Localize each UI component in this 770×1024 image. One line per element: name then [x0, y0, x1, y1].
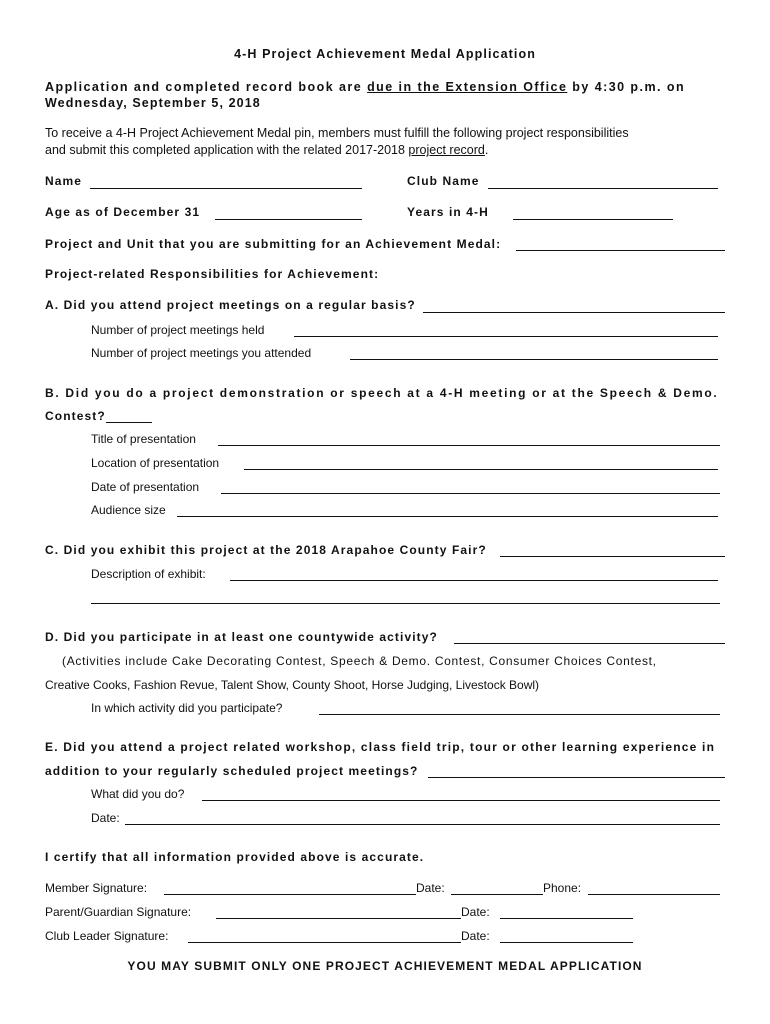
what-did-you-do-field[interactable] [202, 800, 720, 801]
question-c: C. Did you exhibit this project at the 2018 Arapahoe County Fair? [45, 543, 487, 557]
certification-statement: I certify that all information provided above is accurate. [45, 850, 425, 864]
member-phone-field[interactable] [588, 894, 720, 895]
member-signature-label: Member Signature: [45, 881, 148, 895]
leader-signature-field[interactable] [188, 942, 461, 943]
description-of-exhibit-label: Description of exhibit: [91, 567, 206, 581]
audience-size-label: Audience size [91, 503, 166, 517]
leader-date-field[interactable] [500, 942, 633, 943]
member-signature-field[interactable] [164, 894, 416, 895]
project-record-link: project record [408, 143, 485, 157]
question-b-line1: B. Did you do a project demonstration or speech at a 4-H meeting or at the Speech & Demo. [45, 386, 719, 400]
parent-date-field[interactable] [500, 918, 633, 919]
activities-list-line1: (Activities include Cake Decorating Contest, Speech & Demo. Contest, Consumer Choices Contest, [62, 654, 657, 668]
age-label: Age as of December 31 [45, 205, 201, 219]
parent-signature-label: Parent/Guardian Signature: [45, 905, 192, 919]
workshop-date-label: Date: [91, 811, 120, 825]
due-location: due in the Extension Office [367, 80, 568, 94]
intro-text-line2: and submit this completed application with the related 2017-2018 project record. [45, 143, 489, 157]
meetings-attended-field[interactable] [350, 359, 718, 360]
page-title: 4-H Project Achievement Medal Application [234, 47, 536, 61]
question-a: A. Did you attend project meetings on a regular basis? [45, 298, 416, 312]
name-field[interactable] [90, 188, 362, 189]
project-unit-field[interactable] [516, 250, 725, 251]
description-of-exhibit-field[interactable] [230, 580, 718, 581]
question-d: D. Did you participate in at least one countywide activity? [45, 630, 438, 644]
meetings-attended-label: Number of project meetings you attended [91, 346, 312, 360]
question-a-field[interactable] [423, 312, 725, 313]
leader-signature-label: Club Leader Signature: [45, 929, 169, 943]
due-notice: Application and completed record book are due in the Extension Office by 4:30 p.m. on [45, 80, 686, 94]
question-b-field[interactable] [106, 422, 152, 423]
name-label: Name [45, 174, 83, 188]
workshop-date-field[interactable] [125, 824, 720, 825]
meetings-held-field[interactable] [294, 336, 718, 337]
which-activity-field[interactable] [319, 714, 720, 715]
question-e-line1: E. Did you attend a project related workshop, class field trip, tour or other learning experience in [45, 740, 716, 754]
responsibilities-heading: Project-related Responsibilities for Achievement: [45, 267, 380, 281]
club-name-label: Club Name [407, 174, 480, 188]
member-date-label: Date: [416, 881, 445, 895]
title-of-presentation-label: Title of presentation [91, 432, 196, 446]
question-d-field[interactable] [454, 643, 725, 644]
member-date-field[interactable] [451, 894, 543, 895]
age-field[interactable] [215, 219, 362, 220]
intro-text-line1: To receive a 4-H Project Achievement Medal pin, members must fulfill the following project responsibilities [45, 126, 629, 140]
years-label: Years in 4-H [407, 205, 489, 219]
location-of-presentation-label: Location of presentation [91, 456, 220, 470]
what-did-you-do-label: What did you do? [91, 787, 185, 801]
question-e-field[interactable] [428, 777, 725, 778]
which-activity-label: In which activity did you participate? [91, 701, 283, 715]
title-of-presentation-field[interactable] [218, 445, 720, 446]
leader-date-label: Date: [461, 929, 490, 943]
date-of-presentation-label: Date of presentation [91, 480, 200, 494]
meetings-held-label: Number of project meetings held [91, 323, 265, 337]
description-of-exhibit-field-2[interactable] [91, 603, 720, 604]
years-field[interactable] [513, 219, 673, 220]
member-phone-label: Phone: [543, 881, 582, 895]
project-unit-label: Project and Unit that you are submitting for an Achievement Medal: [45, 237, 502, 251]
question-e-line2: addition to your regularly scheduled project meetings? [45, 764, 419, 778]
parent-date-label: Date: [461, 905, 490, 919]
audience-size-field[interactable] [177, 516, 718, 517]
parent-signature-field[interactable] [216, 918, 461, 919]
date-of-presentation-field[interactable] [221, 493, 720, 494]
submission-limit-notice: YOU MAY SUBMIT ONLY ONE PROJECT ACHIEVEMENT MEDAL APPLICATION [127, 959, 643, 973]
due-date: Wednesday, September 5, 2018 [45, 96, 261, 110]
club-name-field[interactable] [488, 188, 718, 189]
question-c-field[interactable] [500, 556, 725, 557]
activities-list-line2: Creative Cooks, Fashion Revue, Talent Show, County Shoot, Horse Judging, Livestock Bowl) [45, 678, 540, 692]
question-b-line2: Contest? [45, 409, 106, 423]
location-of-presentation-field[interactable] [244, 469, 718, 470]
